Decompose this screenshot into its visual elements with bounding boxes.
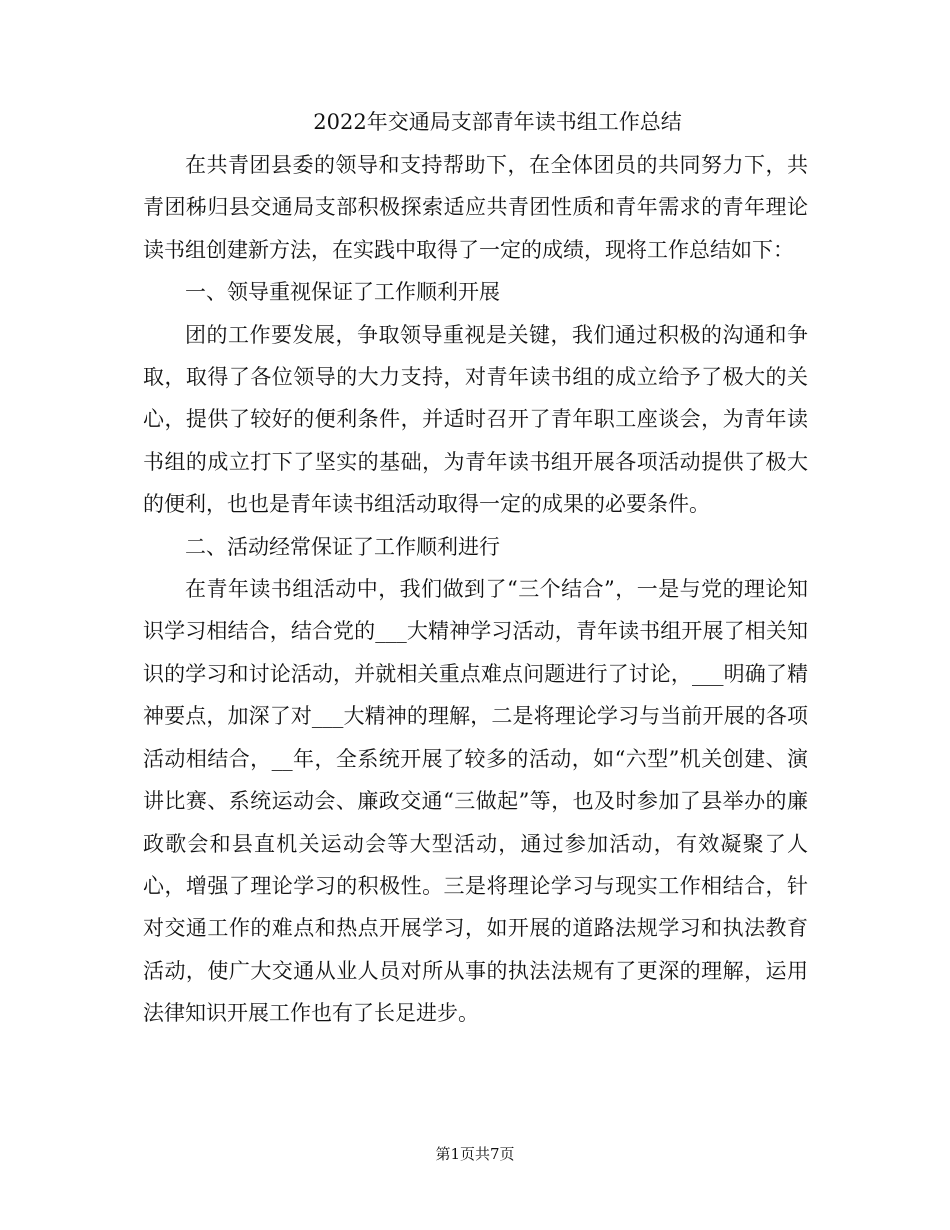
section-heading-1: 一、领导重视保证了工作顺利开展 (185, 280, 500, 305)
section-2-paragraph: 在青年读书组活动中，我们做到了“三个结合”，一是与党的理论知识学习相结合，结合党的___大精神学习活动，青年读书组开展了相关知识的学习和讨论活动，并就相关重点难点问题进行了讨论，___明确了精神要点，加深了对___大精神的理解，二是将理论学习与当前开展的各项活动相结合，__年，全系统开展了较多的活动，如“六型”机关创建、演讲比赛、系统运动会、廉政交通“三做起”等，也及时参加了县举办的廉政歌会和县直机关运动会等大型活动，通过参加活动，有效凝聚了人心，增强了理论学习的积极性。三是将理论学习与现实工作相结合，针对交通工作的难点和热点开展学习，如开展的道路法规学习和执法教育活动，使广大交通从业人员对所从事的执法法规有了更深的理解，运用法律知识开展工作也有了长足进步。 (143, 577, 808, 1026)
intro-paragraph: 在共青团县委的领导和支持帮助下，在全体团员的共同努力下，共青团秭归县交通局支部积极探索适应共青团性质和青年需求的青年理论读书组创建新方法，在实践中取得了一定的成绩，现将工作总结如下： (143, 153, 808, 262)
document-body (143, 144, 808, 1035)
page-number: 第1页共7页 (435, 1145, 515, 1163)
document-title: 2022年交通局支部青年读书组工作总结 (313, 110, 682, 134)
section-1-paragraph: 团的工作要发展，争取领导重视是关键，我们通过积极的沟通和争取，取得了各位领导的大力支持，对青年读书组的成立给予了极大的关心，提供了较好的便利条件，并适时召开了青年职工座谈会，为青年读书组的成立打下了坚实的基础，为青年读书组开展各项活动提供了极大的便利，也也是青年读书组活动取得一定的成果的必要条件。 (143, 322, 808, 517)
section-heading-2: 二、活动经常保证了工作顺利进行 (185, 534, 500, 559)
